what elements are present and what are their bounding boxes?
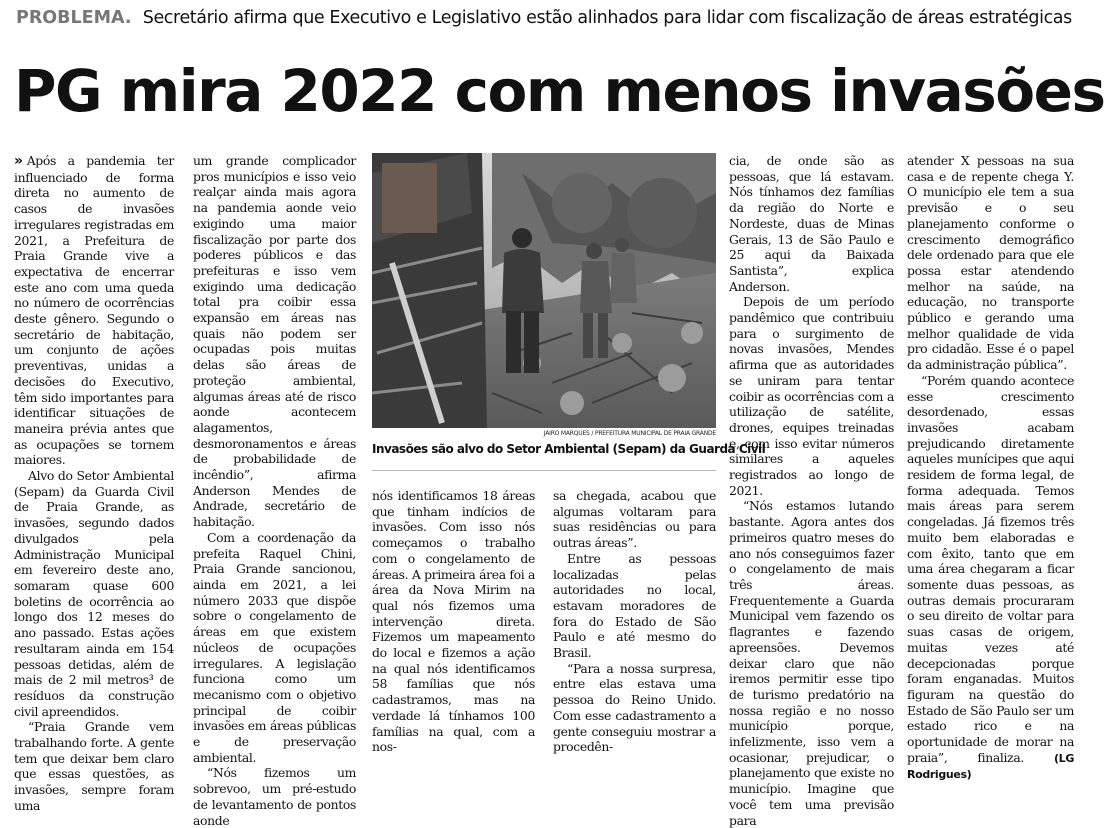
column-3 [372,488,535,755]
kicker-text: Secretário afirma que Executivo e Legislativo estão alinhados para lidar com fiscalização de áreas estratégicas [142,8,1072,28]
column-4 [553,488,716,755]
kicker-tag: PROBLEMA. [16,8,132,28]
paragraph: Alvo do Setor Ambiental (Sepam) da Guarda Civil de Praia Grande, as invasões, segundo dados divulgados pela Administração Municipal em fevereiro deste ano, somaram quase 600 boletins de ocorrência ao longo dos 12 meses do ano passado. Estas ações resultaram ainda em 154 pessoas detidas, além de mais de 2 mil metros³ de resíduos da construção civil apreendidos. [14,468,174,719]
paragraph: Com a coordenação da prefeita Raquel Chini, Praia Grande sancionou, ainda em 2021, a lei número 2033 que dispõe sobre o congelamento de áreas em que existem núcleos de ocupações irregulares. A legislação funciona como um mecanismo com o objetivo principal de coibir invasões em áreas públicas e de preservação ambiental. [193,529,356,765]
photo-credit: JAIRO MARQUES / PREFEITURA MUNICIPAL DE PRAIA GRANDE [543,430,716,437]
paragraph: nós identificamos 18 áreas que tinham indícios de invasões. Com isso nós começamos o trabalho com o congelamento de áreas. A primeira área foi a área da Nova Mirim na qual nós fizemos uma intervenção direta. Fizemos um mapeamento do local e fizemos a ação na qual nós identificamos 58 famílias que nós cadastramos, mas na verdade lá tínhamos 100 famílias na qual, com a nos- [372,488,535,755]
article-photo [372,153,716,428]
paragraph: cia, de onde são as pessoas, que lá estavam. Nós tínhamos dez famílias da região do Norte e Nordeste, duas de Minas Gerais, 13 de São Paulo e 25 aqui da Baixada Santista”, explica Anderson. [729,153,894,294]
caption-rule [372,470,716,471]
paragraph: sa chegada, acabou que algumas voltaram para suas residências ou para outras áreas”. [553,488,716,551]
paragraph: Entre as pessoas localizadas pelas autoridades no local, estavam moradores de fora do Estado de São Paulo e até mesmo do Brasil. [553,550,716,661]
photo-caption: Invasões são alvo do Setor Ambiental (Sepam) da Guarda Civil [372,442,766,456]
paragraph: “Nós estamos lutando bastante. Agora antes dos primeiros quatro meses do ano nós conseguimos fazer o congelamento de mais três áreas. Frequentemente a Guarda Municipal vem fazendo os flagrantes e fazendo apreensões. Devemos deixar claro que não iremos permitir esse tipo de turismo predatório na nossa região e no nosso município porque, infelizmente, isso vem a ocasionar, prejudicar, o planejamento que existe no município. Imagine que você tem uma previsão para [729,498,894,828]
kicker [16,8,1076,34]
photo-invasion-scene [372,153,716,428]
column-6 [907,153,1074,782]
column-1 [14,153,174,813]
column-2 [193,153,356,828]
column-5 [729,153,894,828]
paragraph: “Praia Grande vem trabalhando forte. A gente tem que deixar bem claro que essas questões, as invasões, sempre foram uma [14,719,174,813]
paragraph: “Porém quando acontece esse crescimento desordenado, essas invasões acabam prejudicando diretamente aqueles munícipes que aqui residem de forma legal, de forma adequada. Temos mais áreas para serem congeladas. Já fizemos três muito bem elaboradas e com êxito, tanto que em uma área chegaram a ficar somente duas pessoas, as outras demais procuraram o seu direito de voltar para suas casas de origem, muitas vezes até decepcionadas porque foram enganadas. Muitos figuram na questão do Estado de São Paulo ser um estado rico e na oportunidade de morar na praia”, finaliza. (LG Rodrigues) [907,372,1074,782]
headline: PG mira 2022 com menos invasões [14,57,1105,125]
lead-mark: » [14,153,23,169]
paragraph: um grande complicador pros municípios e isso veio realçar ainda mais agora na pandemia aonde veio exigindo uma maior fiscalização por parte dos poderes públicos e das prefeituras e isso vem exigindo uma dedicação total pra coibir essa expansão em áreas nas quais não podem ser ocupadas pois muitas delas são áreas de proteção ambiental, algumas áreas até de risco aonde acontecem alagamentos, desmoronamentos e áreas de probabilidade de incêndio”, afirma Anderson Mendes de Andrade, secretário de habitação. [193,153,356,530]
paragraph: “Para a nossa surpresa, entre elas estava uma pessoa do Reino Unido. Com esse cadastramento a gente conseguiu mostrar a procedên- [553,660,716,755]
paragraph: “Nós fizemos um sobrevoo, um pré-estudo de levantamento de pontos aonde [193,765,356,828]
author-signature: (LG Rodrigues) [907,751,1074,782]
paragraph: Depois de um período pandêmico que contribuiu para o surgimento de novas invasões, Mendes afirma que as autoridades se uniram para tentar coibir as ocorrências com a utilização de satélite, drones, equipes treinadas e, com isso evitar números similares a aqueles registrados ao longo de 2021. [729,294,894,498]
paragraph: » Após a pandemia ter influenciado de forma direta no aumento de casos de invasões irregulares registradas em 2021, a Prefeitura de Praia Grande vive a expectativa de encerrar este ano com uma queda no número de ocorrências deste gênero. Segundo o secretário de habitação, um conjunto de ações preventivas, unidas a decisões do Executivo, têm sido importantes para identificar situações de maneira prévia antes que as ocupações se tornem maiores. [14,153,174,468]
paragraph: atender X pessoas na sua casa e de repente chega Y. O município ele tem a sua previsão e o seu planejamento conforme o crescimento demográfico dele ordenado para que ele possa estar atendendo melhor na saúde, na educação, no transporte público e gerando uma melhor qualidade de vida pro cidadão. Esse é o papel da administração pública”. [907,153,1074,373]
